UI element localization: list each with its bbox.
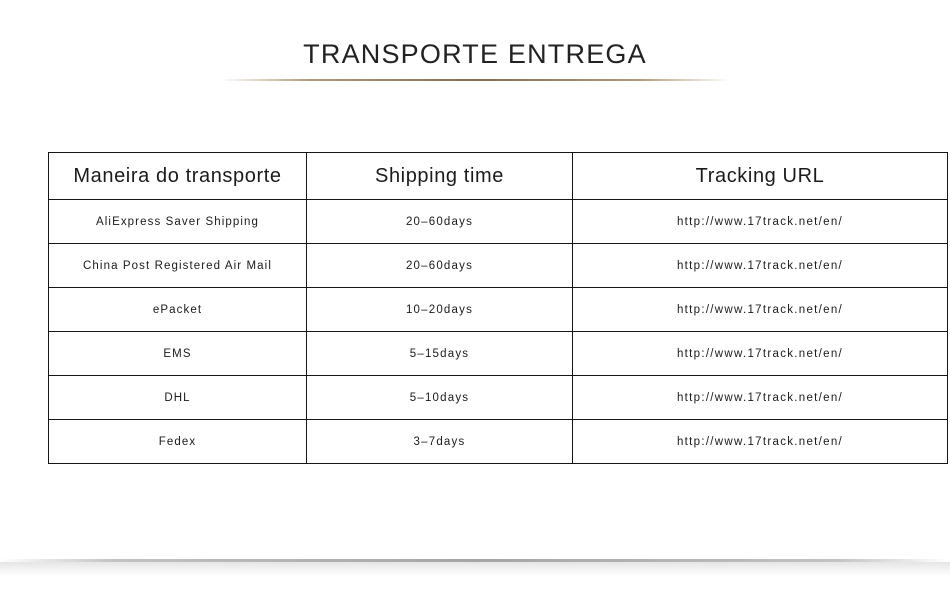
title-block	[0, 40, 950, 81]
cell-method: Fedex	[49, 420, 307, 464]
page-title: TRANSPORTE ENTREGA	[303, 39, 647, 69]
cell-shipping-time: 3–7days	[307, 420, 573, 464]
cell-tracking-url: http://www.17track.net/en/	[573, 376, 948, 420]
table-row	[49, 200, 948, 244]
cell-tracking-url: http://www.17track.net/en/	[573, 200, 948, 244]
cell-shipping-time: 20–60days	[307, 244, 573, 288]
cell-method: China Post Registered Air Mail	[49, 244, 307, 288]
cell-shipping-time: 5–10days	[307, 376, 573, 420]
cell-tracking-url: http://www.17track.net/en/	[573, 420, 948, 464]
table-row	[49, 376, 948, 420]
table-header	[49, 153, 948, 200]
footer-shadow	[0, 562, 950, 576]
cell-method: DHL	[49, 376, 307, 420]
cell-tracking-url: http://www.17track.net/en/	[573, 244, 948, 288]
cell-method: AliExpress Saver Shipping	[49, 200, 307, 244]
table-header-row	[49, 153, 948, 200]
column-header-tracking-url: Tracking URL	[573, 153, 948, 200]
table-row	[49, 332, 948, 376]
title-divider	[220, 79, 730, 81]
cell-shipping-time: 5–15days	[307, 332, 573, 376]
cell-method: ePacket	[49, 288, 307, 332]
cell-shipping-time: 20–60days	[307, 200, 573, 244]
cell-shipping-time: 10–20days	[307, 288, 573, 332]
table-row	[49, 244, 948, 288]
table-row	[49, 288, 948, 332]
cell-tracking-url: http://www.17track.net/en/	[573, 288, 948, 332]
table-body	[49, 200, 948, 464]
shipping-table-container	[48, 152, 908, 464]
column-header-shipping-time: Shipping time	[307, 153, 573, 200]
cell-method: EMS	[49, 332, 307, 376]
cell-tracking-url: http://www.17track.net/en/	[573, 332, 948, 376]
column-header-method: Maneira do transporte	[49, 153, 307, 200]
shipping-table	[48, 152, 948, 464]
table-row	[49, 420, 948, 464]
